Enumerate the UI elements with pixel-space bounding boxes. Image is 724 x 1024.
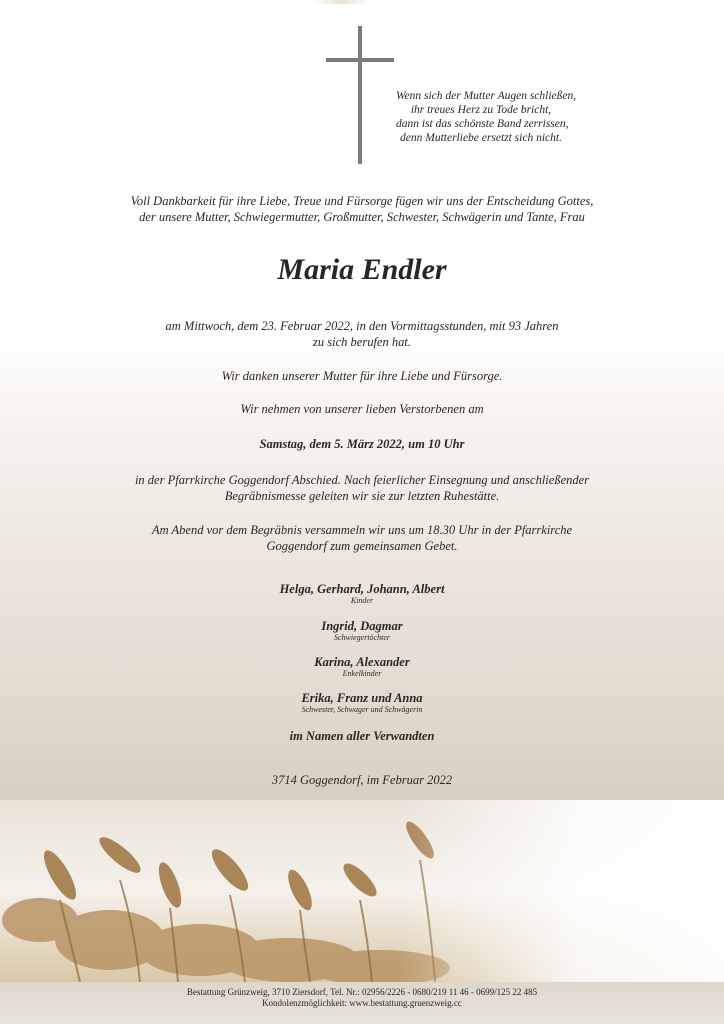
evening-prayer-line: Goggendorf zum gemeinsamen Gebet.: [266, 539, 458, 553]
thanks-text: Wir danken unserer Mutter für ihre Liebe und Fürsorge.: [221, 369, 503, 383]
funeral-date: Samstag, dem 5. März 2022, um 10 Uhr: [259, 437, 465, 451]
wheat-illustration: [0, 800, 724, 982]
poem-line: ihr treues Herz zu Tode bricht,: [410, 104, 552, 116]
family-names: Karina, Alexander: [314, 655, 410, 669]
family-role: Kinder: [350, 596, 374, 605]
cross-icon: [326, 26, 394, 164]
wheat-field-image: [0, 800, 724, 982]
intro-text: [0, 193, 724, 225]
death-notice-line: am Mittwoch, dem 23. Februar 2022, in den Vormittagsstunden, mit 93 Jahren: [165, 319, 559, 333]
footer-contact: Bestattung Grünzweig, 3710 Ziersdorf, Tel. Nr.: 02956/2226 - 0680/219 11 46 - 0699/125 22 485: [186, 987, 538, 997]
poem-line: denn Mutterliebe ersetzt sich nicht.: [400, 132, 562, 144]
family-role: Enkelkinder: [342, 669, 382, 678]
family-names: Ingrid, Dagmar: [321, 619, 403, 633]
evening-prayer: [0, 522, 724, 554]
funeral-details: [0, 472, 724, 504]
funeral-details-line: in der Pfarrkirche Goggendorf Abschied. Nach feierlicher Einsegnung und anschließender: [134, 473, 590, 487]
cross-vertical-bar: [358, 26, 362, 164]
deceased-name: Maria Endler: [277, 253, 447, 286]
footer-condolence: Kondolenzmöglichkeit: www.bestattung.gruenzweig.cc: [262, 998, 462, 1008]
place-date: 3714 Goggendorf, im Februar 2022: [271, 773, 453, 787]
family-group: [0, 655, 724, 679]
funeral-details-line: Begräbnismesse geleiten wir sie zur letzten Ruhestätte.: [224, 489, 500, 503]
family-names: Helga, Gerhard, Johann, Albert: [279, 582, 445, 596]
family-group: [0, 619, 724, 643]
evening-prayer-line: Am Abend vor dem Begräbnis versammeln wir uns um 18.30 Uhr in der Pfarrkirche: [151, 523, 573, 537]
footer: [0, 982, 724, 1024]
family-names: Erika, Franz und Anna: [301, 691, 423, 705]
farewell-intro: Wir nehmen von unserer lieben Verstorbenen am: [240, 402, 484, 416]
intro-line: Voll Dankbarkeit für ihre Liebe, Treue und Fürsorge fügen wir uns der Entscheidung Gottes,: [130, 194, 594, 208]
family-role: Schwester, Schwager und Schwägerin: [301, 705, 423, 714]
family-group: [0, 691, 724, 715]
poem-line: Wenn sich der Mutter Augen schließen,: [396, 90, 577, 102]
poem-line: dann ist das schönste Band zerrissen,: [396, 118, 569, 130]
cross-horizontal-bar: [326, 58, 394, 62]
relatives-line: im Namen aller Verwandten: [289, 729, 435, 743]
memorial-poem: [396, 89, 577, 145]
family-role: Schwiegertöchter: [334, 633, 390, 642]
death-notice: [0, 318, 724, 350]
family-group: [0, 582, 724, 606]
intro-line: der unsere Mutter, Schwiegermutter, Großmutter, Schwester, Schwägerin und Tante, Frau: [139, 210, 585, 224]
top-decoration: [314, 0, 370, 4]
death-notice-line: zu sich berufen hat.: [313, 335, 411, 349]
